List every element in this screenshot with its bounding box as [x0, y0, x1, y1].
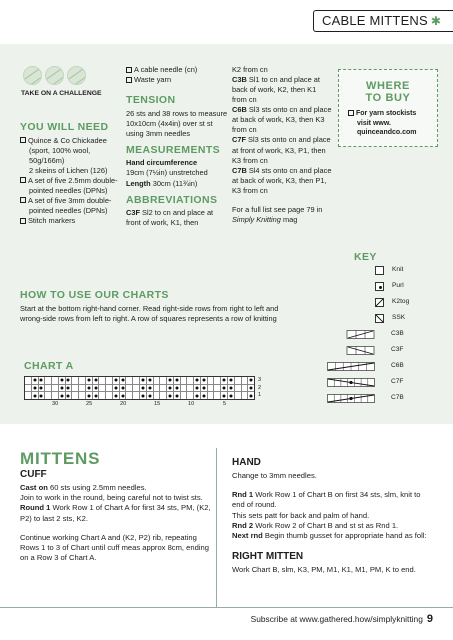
list-item: A set of five 3mm double-pointed needles (DPNs)	[20, 196, 124, 216]
chart-cell	[126, 392, 133, 399]
chart-cell	[25, 392, 32, 399]
hand-circumference: Hand circumference	[126, 158, 198, 168]
subscribe-text: Subscribe at www.gathered.how/simplyknitting	[250, 614, 423, 624]
chart-cell	[214, 392, 221, 399]
chart-cell	[235, 385, 242, 392]
chart-cell	[147, 377, 154, 384]
chart-cell	[160, 392, 167, 399]
you-will-need-section	[20, 122, 124, 226]
yarn-ball-icon	[67, 66, 86, 85]
chart-a-row-labels	[258, 377, 261, 400]
abbreviation-entry: C7B Sl4 sts onto cn and place at back of work, K3, then P1, K3 from cn	[232, 165, 332, 195]
chart-cell	[214, 385, 221, 392]
chart-cell	[59, 392, 66, 399]
column-2	[126, 65, 228, 228]
chart-cell	[181, 385, 188, 392]
chart-cell	[126, 377, 133, 384]
chart-cell	[45, 385, 52, 392]
chart-cell	[113, 377, 120, 384]
chart-cell	[174, 392, 181, 399]
col-label: 30	[52, 401, 59, 407]
chart-cell	[72, 377, 79, 384]
cable-c7b-icon	[327, 394, 375, 403]
measurements-heading: MEASUREMENTS	[126, 143, 221, 156]
col-label: 10	[188, 401, 195, 407]
chart-cell	[99, 385, 106, 392]
chart-cell	[93, 385, 100, 392]
chart-cell	[228, 377, 235, 384]
chart-cell	[221, 392, 228, 399]
chart-cell	[39, 385, 46, 392]
chart-cell	[140, 385, 147, 392]
ssk-symbol-icon	[375, 314, 384, 323]
chart-cell	[235, 377, 242, 384]
chart-cell	[194, 377, 201, 384]
chart-cell	[194, 385, 201, 392]
chart-cell	[45, 377, 52, 384]
chart-cell	[39, 377, 46, 384]
list-item: A set of five 2.5mm double-pointed needles (DPNs)	[20, 176, 124, 196]
key-item-c3b: C3B	[327, 330, 404, 339]
chart-cell	[248, 377, 254, 384]
key-item-purl: Purl	[375, 282, 404, 291]
col-label: 15	[154, 401, 161, 407]
how-to-heading: HOW TO USE OUR CHARTS	[20, 289, 169, 301]
chart-cell	[208, 392, 215, 399]
abbreviations-heading: ABBREVIATIONS	[126, 193, 218, 206]
list-item: Waste yarn	[126, 75, 228, 85]
right-mitten-heading: RIGHT MITTEN	[232, 551, 304, 563]
change-needles-instruction: Change to 3mm needles.	[232, 470, 317, 480]
chart-cell	[66, 377, 73, 384]
chart-a-col-labels	[24, 401, 255, 409]
round1-instruction: Round 1 Work Row 1 of Chart A for first 34 sts, PM, (K2, P2) to last 2 sts, K2.	[20, 503, 211, 523]
chart-cell	[167, 392, 174, 399]
chart-cell	[208, 377, 215, 384]
checkbox-icon	[20, 137, 26, 143]
col-label: 20	[120, 401, 127, 407]
chart-cell	[167, 377, 174, 384]
chart-cell	[133, 377, 140, 384]
how-to-text: Start at the bottom right-hand corner. Read right-side rows from right to left and wrong-side rows from left to right. A row of squares represents a row of knitting	[20, 303, 279, 323]
list-item-extra: 2 skeins of Lichen (126)	[29, 165, 108, 175]
chart-cell	[66, 385, 73, 392]
chart-cell	[160, 377, 167, 384]
cable-c7f-icon	[327, 378, 375, 387]
chart-cell	[32, 385, 39, 392]
row-label: 1	[258, 392, 262, 399]
chart-cell	[79, 385, 86, 392]
abbreviation-entry: C7F Sl3 sts onto cn and place at front of work, K3, P1, then K3 from cn	[232, 135, 331, 165]
chart-cell	[242, 377, 249, 384]
next-rnd-instruction: Next rnd Begin thumb gusset for appropriate hand as foll:	[232, 531, 427, 541]
rnd2-instruction: Rnd 2 Work Row 2 of Chart B and st st as Rnd 1.	[232, 520, 399, 530]
join-instruction: Join to work in the round, being careful not to twist sts.	[20, 492, 203, 502]
chart-cell	[59, 377, 66, 384]
chart-cell	[113, 385, 120, 392]
chart-cell	[79, 392, 86, 399]
mittens-section	[20, 450, 212, 564]
section-title-tag	[313, 10, 453, 32]
continue-instruction: Continue working Chart A and (K2, P2) rib, repeating Rows 1 to 3 of Chart until cuff meas approx 8cm, ending on a Row 3 of Chart A.	[20, 532, 209, 563]
chart-cell	[59, 385, 66, 392]
chart-cell	[248, 385, 254, 392]
checkbox-icon	[348, 110, 354, 116]
footer-divider	[0, 607, 453, 608]
tension-heading: TENSION	[126, 94, 176, 107]
chart-cell	[167, 385, 174, 392]
chart-cell	[228, 385, 235, 392]
chart-cell	[194, 392, 201, 399]
chart-cell	[174, 377, 181, 384]
cable-c6b-icon	[327, 362, 375, 371]
abbreviation-entry: C3F Sl2 to cn and place at front of work, K1, then	[126, 208, 214, 228]
row-label: 2	[258, 384, 262, 391]
chart-cell	[93, 377, 100, 384]
hand-circumference-value: 19cm (7½in) unstretched	[126, 168, 208, 178]
k2tog-symbol-icon	[375, 298, 384, 307]
chart-a-heading: CHART A	[24, 360, 74, 372]
chart-cell	[66, 392, 73, 399]
column-divider	[216, 448, 217, 608]
key-heading: KEY	[354, 251, 377, 263]
sets-patt-instruction: This sets patt for back and palm of hand.	[232, 510, 370, 520]
chart-cell	[45, 392, 52, 399]
challenge-badge	[21, 66, 102, 98]
chart-cell	[187, 392, 194, 399]
col-label: 5	[223, 401, 227, 407]
column-3	[232, 65, 332, 225]
chart-cell	[147, 385, 154, 392]
chart-cell	[181, 377, 188, 384]
chart-cell	[201, 385, 208, 392]
chart-cell	[126, 385, 133, 392]
row-label: 3	[258, 377, 262, 383]
chart-cell	[106, 392, 113, 399]
chart-cell	[79, 377, 86, 384]
chart-cell	[201, 392, 208, 399]
cable-c3f-icon	[327, 346, 375, 355]
chart-cell	[208, 385, 215, 392]
challenge-label: TAKE ON A CHALLENGE	[21, 90, 102, 97]
chart-cell	[99, 392, 106, 399]
chart-cell	[228, 392, 235, 399]
chart-a-grid	[24, 376, 255, 400]
where-to-buy-heading: WHERE	[366, 80, 410, 92]
abbreviation-entry: C6B Sl3 sts onto cn and place at back of work, K3, then K3 from cn	[232, 105, 332, 135]
hand-section	[232, 456, 432, 575]
chart-cell	[86, 377, 93, 384]
list-item: Stitch markers	[20, 216, 124, 226]
chart-cell	[147, 392, 154, 399]
chart-cell	[242, 385, 249, 392]
chart-cell	[242, 392, 249, 399]
hand-heading: HAND	[232, 457, 261, 468]
cast-on-instruction: Cast on 60 sts using 2.5mm needles.	[20, 482, 147, 492]
chart-cell	[174, 385, 181, 392]
chart-cell	[25, 377, 32, 384]
checkbox-icon	[20, 218, 26, 224]
chart-cell	[106, 385, 113, 392]
chart-cell	[154, 392, 161, 399]
chart-cell	[120, 385, 127, 392]
chart-row	[25, 377, 254, 385]
chart-cell	[133, 385, 140, 392]
key-item-c3f: C3F	[327, 346, 403, 355]
chart-cell	[201, 377, 208, 384]
how-to-section	[20, 290, 320, 324]
key-item-c7b: C7B	[327, 394, 404, 403]
key-item-k2tog: K2tog	[375, 298, 409, 307]
chart-cell	[154, 385, 161, 392]
key-item-c7f: C7F	[327, 378, 403, 387]
yarn-ball-icon	[45, 66, 64, 85]
chart-cell	[113, 392, 120, 399]
section-title: CABLE MITTENS	[322, 13, 428, 29]
key-item-ssk: SSK	[375, 314, 405, 323]
chart-cell	[99, 377, 106, 384]
chart-cell	[52, 377, 59, 384]
abbreviation-continuation: K2 from cn	[232, 65, 268, 74]
chart-cell	[160, 385, 167, 392]
rnd1-instruction: Rnd 1 Work Row 1 of Chart B on first 34 sts, slm, knit to end of round.	[232, 489, 421, 510]
right-mitten-instruction: Work Chart B, slm, K3, PM, M1, K1, M1, PM, K to end.	[232, 565, 416, 575]
chart-cell	[140, 392, 147, 399]
chart-cell	[106, 377, 113, 384]
checkbox-icon	[126, 67, 132, 73]
cuff-heading: CUFF	[20, 469, 47, 480]
mittens-heading: MITTENS	[20, 449, 101, 468]
chart-cell	[72, 385, 79, 392]
chart-cell	[39, 392, 46, 399]
key-item-c6b: C6B	[327, 362, 404, 371]
list-item: Quince & Co Chickadee (sport, 100% wool, 50g/166m)	[20, 136, 124, 166]
checkbox-icon	[20, 197, 26, 203]
you-will-need-heading: YOU WILL NEED	[20, 121, 109, 133]
page-number: 9	[426, 613, 433, 625]
tension-text: 26 sts and 38 rows to measure 10x10cm (4x4in) over st st using 3mm needles	[126, 108, 228, 138]
chart-cell	[120, 377, 127, 384]
list-item: A cable needle (cn)	[126, 65, 228, 75]
where-to-buy-box	[338, 69, 438, 147]
checkbox-icon	[20, 177, 26, 183]
chart-cell	[187, 385, 194, 392]
purl-symbol-icon	[375, 282, 384, 291]
chart-cell	[181, 392, 188, 399]
knit-symbol-icon	[375, 266, 384, 275]
chart-cell	[52, 385, 59, 392]
chart-cell	[86, 392, 93, 399]
chart-cell	[93, 392, 100, 399]
chart-cell	[86, 385, 93, 392]
key-item-knit: Knit	[375, 266, 403, 275]
chart-cell	[187, 377, 194, 384]
checkbox-icon	[126, 77, 132, 83]
col-label: 25	[86, 401, 93, 407]
chart-cell	[154, 377, 161, 384]
where-to-buy-text: For yarn stockists visit www. quinceandco.com	[348, 109, 431, 138]
chart-row	[25, 392, 254, 399]
chart-cell	[235, 392, 242, 399]
chart-cell	[221, 377, 228, 384]
chart-cell	[32, 392, 39, 399]
cable-c3b-icon	[327, 330, 375, 339]
chart-cell	[32, 377, 39, 384]
chart-cell	[120, 392, 127, 399]
chart-cell	[221, 385, 228, 392]
chart-cell	[140, 377, 147, 384]
where-to-buy-heading-2: TO BUY	[365, 92, 411, 105]
abbreviation-entry: C3B Sl1 to cn and place at back of work, K2, then K1 from cn	[232, 75, 320, 105]
chart-cell	[72, 392, 79, 399]
star-icon: ✱	[430, 13, 442, 28]
full-list-note: For a full list see page 79 in Simply Knitting mag	[232, 204, 323, 224]
yarn-ball-icon	[23, 66, 42, 85]
chart-cell	[133, 392, 140, 399]
chart-cell	[25, 385, 32, 392]
length-measurement: Length 30cm (11¾in)	[126, 178, 198, 188]
chart-cell	[248, 392, 254, 399]
chart-cell	[214, 377, 221, 384]
chart-row	[25, 385, 254, 393]
chart-cell	[52, 392, 59, 399]
footer	[251, 612, 433, 627]
